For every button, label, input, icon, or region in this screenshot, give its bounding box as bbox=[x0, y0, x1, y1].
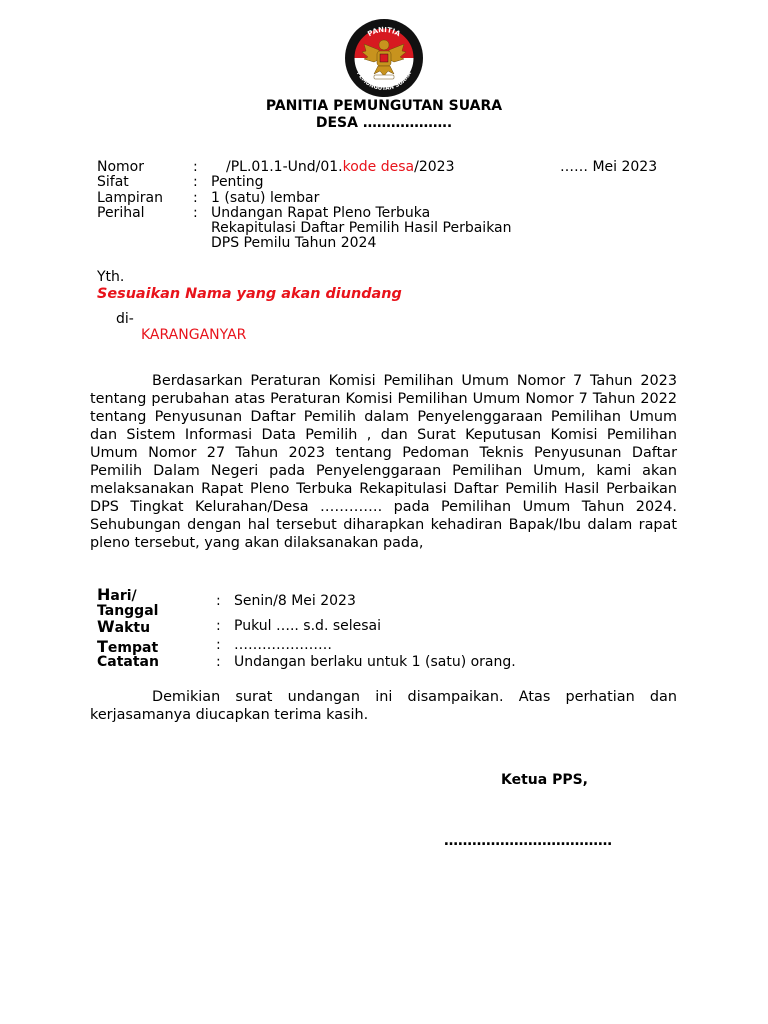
schedule-tempat-value: ………………… bbox=[234, 637, 332, 653]
recipient-name: Sesuaikan Nama yang akan diundang bbox=[97, 286, 402, 302]
lampiran-value: 1 (satu) lembar bbox=[211, 190, 320, 206]
schedule-catatan-colon: : bbox=[216, 654, 221, 670]
schedule-catatan-value: Undangan berlaku untuk 1 (satu) orang. bbox=[234, 654, 516, 670]
yth-label: Yth. bbox=[97, 269, 125, 285]
body-paragraph-2-text: Demikian surat undangan ini disampaikan. Atas perhatian dan kerjasamanya diucapkan terima kasih. bbox=[90, 689, 677, 723]
body-paragraph-1 bbox=[90, 372, 677, 552]
schedule-hari-colon: : bbox=[216, 593, 221, 609]
sifat-colon: : bbox=[193, 174, 198, 190]
schedule-tempat-label: Tempat bbox=[97, 637, 159, 656]
nomor-prefix: /PL.01.1-Und/01. bbox=[226, 159, 343, 175]
perihal-line-1: Undangan Rapat Pleno Terbuka bbox=[211, 205, 431, 221]
lampiran-colon: : bbox=[193, 190, 198, 206]
perihal-line-3: DPS Pemilu Tahun 2024 bbox=[211, 235, 377, 251]
signature-name: ……………………………… bbox=[444, 833, 612, 849]
pps-logo bbox=[344, 18, 424, 98]
schedule-hari-label: Hari/ bbox=[97, 585, 137, 604]
recipient-place: KARANGANYAR bbox=[141, 327, 247, 343]
schedule-waktu-label: Waktu bbox=[97, 617, 151, 636]
header-line1: PANITIA PEMUNGUTAN SUARA bbox=[265, 98, 503, 114]
logo-top-text: PANITIA bbox=[366, 25, 402, 39]
schedule-waktu-colon: : bbox=[216, 618, 221, 634]
logo-bottom-text: PEMUNGUTAN SUARA bbox=[355, 70, 413, 93]
body-paragraph-1-text: Berdasarkan Peraturan Komisi Pemilihan Umum Nomor 7 Tahun 2023 tentang perubahan atas Peraturan Komisi Pemilihan Umum Nomor 7 Tahun 2022 tentang Penyusunan Daftar Pemilih dalam Penyelenggaraan Pemilihan Umum dan Sistem Informasi Data Pemilih , dan Surat Keputusan Komisi Pemilihan Umum Nomor 27 Tahun 2023 tentang Pedoman Teknis Penyusunan Daftar Pemilih Dalam Negeri pada Penyelenggaraan Pemilihan Umum, kami akan melaksanakan Rapat Pleno Terbuka Rekapitulasi Daftar Pemilih Hasil Perbaikan DPS Tingkat Kelurahan/Desa …………. pada Pemilihan Umum Tahun 2024. Sehubungan dengan hal tersebut diharapkan kehadiran Bapak/Ibu dalam rapat pleno tersebut, yang akan dilaksanakan pada, bbox=[90, 373, 677, 551]
schedule-hari-value: Senin/8 Mei 2023 bbox=[234, 593, 356, 609]
perihal-colon: : bbox=[193, 205, 198, 221]
nomor-suffix: /2023 bbox=[414, 159, 455, 175]
nomor-label: Nomor bbox=[97, 159, 144, 175]
di-label: di- bbox=[116, 311, 134, 327]
nomor-value bbox=[226, 160, 454, 175]
body-paragraph-2 bbox=[90, 688, 677, 724]
signature-title: Ketua PPS, bbox=[501, 772, 589, 788]
schedule-waktu-value: Pukul ….. s.d. selesai bbox=[234, 618, 382, 634]
perihal-line-2: Rekapitulasi Daftar Pemilih Hasil Perbaikan bbox=[211, 220, 512, 236]
letter-date: …… Mei 2023 bbox=[560, 159, 658, 175]
sifat-value: Penting bbox=[211, 174, 264, 190]
perihal-label: Perihal bbox=[97, 205, 145, 221]
schedule-catatan-label: Catatan bbox=[97, 654, 159, 670]
nomor-colon: : bbox=[193, 159, 198, 175]
lampiran-label: Lampiran bbox=[97, 190, 164, 206]
header-line2: DESA ………………. bbox=[315, 115, 453, 131]
nomor-kode-desa: kode desa bbox=[342, 159, 415, 175]
schedule-tempat-colon: : bbox=[216, 637, 221, 653]
schedule-tanggal-label: Tanggal bbox=[97, 603, 159, 619]
sifat-label: Sifat bbox=[97, 174, 129, 190]
